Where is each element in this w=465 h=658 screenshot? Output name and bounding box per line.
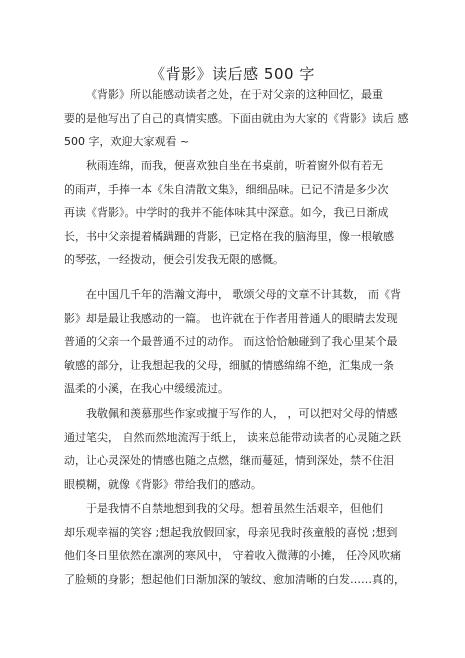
paragraph-literature xyxy=(64,283,402,401)
paragraph-line: 眼模糊，就像《背影》带给我们的感动。 xyxy=(64,477,262,491)
paragraph-line: 在中国几千年的浩瀚文海中， 歌颂父母的文章不计其数， 而《背 xyxy=(86,288,401,301)
paragraph-line: 了脸颊的身影；想起他们日渐加深的皱纹、愈加清晰的白发……真的， xyxy=(64,572,405,586)
paragraph-line: 却乐观幸福的笑容 ;想起我放假回家，母亲见我时孩童般的喜悦 ;想到 xyxy=(64,525,398,539)
paragraph-parents xyxy=(64,497,405,591)
paragraph-line: 影》却是最让我感动的一篇。 也许就在于作者用普通人的眼睛去发现 xyxy=(64,311,398,325)
paragraph-autumn-rain xyxy=(64,154,402,272)
paragraph-line: 他们冬日里依然在凛冽的寒风中， 守着收入微薄的小摊， 任冷风吹痛 xyxy=(64,549,401,562)
paragraph-line: 动，让心灵深处的情感也随之点燃，继而蔓延，情到深处，禁不住泪 xyxy=(64,454,394,467)
paragraph-intro xyxy=(64,83,409,154)
paragraph-line: 再读《背影》。中学时的我并不能体味其中深意。如今，我已日渐成 xyxy=(64,206,389,219)
paragraph-line: 于是我情不自禁地想到我的父母。想着虽然生活艰辛，但他们 xyxy=(86,502,383,515)
paragraph-line: 温柔的小溪，在我心中缓缓流过。 xyxy=(64,382,229,395)
paragraph-line: 500 字，欢迎大家观看 ~ xyxy=(64,135,190,148)
paragraph-line: 我敬佩和羡慕那些作家或擅于写作的人， ，可以把对父母的情感 xyxy=(86,407,398,420)
paragraph-line: 敏感的部分，让我想起我的父母，细腻的情感绵绵不绝，汇集成一条 xyxy=(64,358,394,372)
paragraph-line: 通过笔尖， 自然而然地流泻于纸上， 读来总能带动读者的心灵随之跃 xyxy=(64,430,401,444)
paragraph-line: 的琴弦，一经拨动，便会引发我无限的感慨。 xyxy=(64,253,284,266)
paragraph-line: 《背影》所以能感动读者之处，在于对父亲的这种回忆，最重 xyxy=(86,88,383,101)
document-title: 《背影》读后感 500 字 xyxy=(150,65,315,83)
paragraph-line: 要的是他写出了自己的真情实感。下面由就由为大家的《背影》读后 感 xyxy=(64,111,409,125)
paragraph-writers xyxy=(64,402,402,496)
paragraph-line: 普通的父亲一个最普通不过的动作。 而这恰恰触碰到了我心里某个最 xyxy=(64,335,398,348)
paragraph-line: 秋雨连绵，而我，便喜欢独自坐在书桌前，听着窗外似有若无 xyxy=(86,159,383,172)
paragraph-line: 的雨声，手捧一本《朱自清散文集》，细细品味。已记不清是多少次 xyxy=(64,182,389,196)
paragraph-line: 长，书中父亲提着橘蹒跚的背影，已定格在我的脑海里，像一根敏感 xyxy=(64,229,394,243)
